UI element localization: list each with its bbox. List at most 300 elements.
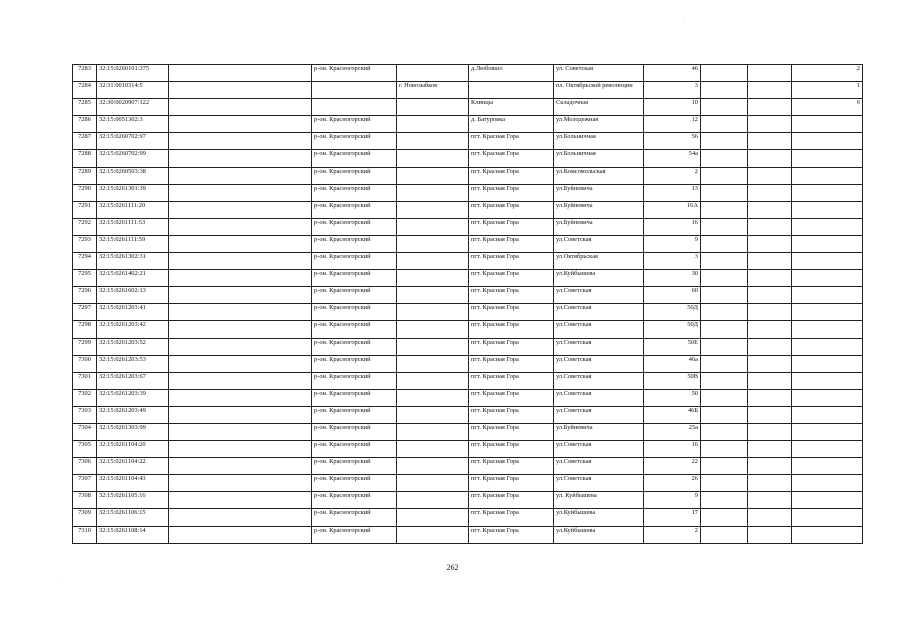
cell-locality: пгт. Красная Гора [469,372,554,389]
cell-city [397,338,469,355]
cell-col9 [701,509,748,526]
cell-locality: пгт. Красная Гора [469,133,554,150]
cell-col11 [792,235,863,252]
cell-street: ул.Буйневича [554,218,644,235]
registry-table [72,64,863,544]
cell-locality: пгт. Красная Гора [469,475,554,492]
cell-row-number: 7294 [73,253,97,270]
cell-col10 [748,441,792,458]
cell-col11 [792,423,863,440]
cell-district: р-он. Красногорский [312,201,397,218]
cell-city [397,184,469,201]
cell-row-number: 7304 [73,423,97,440]
cell-street: ул.Советская [554,441,644,458]
cell-city [397,133,469,150]
cell-city [397,441,469,458]
cell-col9 [701,526,748,543]
cell-district: р-он. Красногорский [312,492,397,509]
cell-col9 [701,201,748,218]
table-row [73,218,863,235]
cell-row-number: 7295 [73,270,97,287]
cell-col3 [169,133,312,150]
cell-district: р-он. Красногорский [312,526,397,543]
cell-house: 54а [644,150,701,167]
cell-col3 [169,270,312,287]
table-row [73,321,863,338]
cell-house: 26 [644,475,701,492]
cell-col11 [792,492,863,509]
cell-street: ул.Куйбышева [554,270,644,287]
cell-col3 [169,492,312,509]
cell-row-number: 7306 [73,458,97,475]
cell-row-number: 7284 [73,82,97,99]
cell-district: р-он. Красногорский [312,321,397,338]
cell-col9 [701,99,748,116]
cell-cadastral-number: 32:15:0261106:15 [97,509,169,526]
cell-col11 [792,287,863,304]
cell-col9 [701,458,748,475]
cell-cadastral-number: 32:15:0261111:59 [97,235,169,252]
table-row [73,82,863,99]
cell-house: 16А [644,201,701,218]
table-row [73,287,863,304]
cell-col9 [701,253,748,270]
cell-col9 [701,406,748,423]
cell-col9 [701,304,748,321]
cell-cadastral-number: 32:15:0261111:20 [97,201,169,218]
cell-cadastral-number: 32:15:0261203:52 [97,338,169,355]
table-body [73,65,863,544]
cell-col3 [169,338,312,355]
cell-city [397,389,469,406]
cell-col3 [169,389,312,406]
cell-col11 [792,253,863,270]
cell-col11 [792,372,863,389]
cell-city [397,526,469,543]
cell-row-number: 7297 [73,304,97,321]
cell-col11 [792,304,863,321]
table-row [73,509,863,526]
cell-row-number: 7288 [73,150,97,167]
cell-col3 [169,321,312,338]
cell-locality: пгт. Красная Гора [469,235,554,252]
cell-col9 [701,389,748,406]
cell-col3 [169,116,312,133]
cell-locality [469,82,554,99]
cell-row-number: 7285 [73,99,97,116]
cell-col9 [701,133,748,150]
cell-row-number: 7289 [73,167,97,184]
cell-col9 [701,287,748,304]
cell-row-number: 7287 [73,133,97,150]
cell-col9 [701,65,748,82]
cell-cadastral-number: 32:15:0051302:3 [97,116,169,133]
cell-row-number: 7286 [73,116,97,133]
cell-col9 [701,184,748,201]
cell-col11 [792,116,863,133]
cell-city [397,423,469,440]
cell-col10 [748,201,792,218]
cell-district: р-он. Красногорский [312,304,397,321]
cell-col10 [748,509,792,526]
cell-district: р-он. Красногорский [312,218,397,235]
cell-city [397,304,469,321]
cell-col3 [169,423,312,440]
cell-locality: пгт. Красная Гора [469,253,554,270]
cell-street: пл. Октябрьской революции [554,82,644,99]
cell-house: 16 [644,441,701,458]
cell-city [397,372,469,389]
cell-street: ул.Советская [554,389,644,406]
cell-city [397,270,469,287]
cell-district: р-он. Красногорский [312,509,397,526]
cell-row-number: 7296 [73,287,97,304]
cell-col3 [169,99,312,116]
cell-city [397,116,469,133]
cell-street: ул.Советская [554,338,644,355]
table-row [73,116,863,133]
cell-locality: д.Любовшо [469,65,554,82]
cell-district: р-он. Красногорский [312,270,397,287]
table-row [73,270,863,287]
cell-city [397,458,469,475]
cell-house: 17 [644,509,701,526]
cell-col10 [748,355,792,372]
cell-col10 [748,492,792,509]
cell-row-number: 7300 [73,355,97,372]
cell-cadastral-number: 32:30:0020907:122 [97,99,169,116]
cell-col10 [748,389,792,406]
cell-col10 [748,184,792,201]
page-number: 262 [446,563,459,572]
cell-cadastral-number: 32:15:0261104:43 [97,475,169,492]
cell-street: ул.Советская [554,287,644,304]
cell-district: р-он. Красногорский [312,184,397,201]
cell-col3 [169,253,312,270]
cell-cadastral-number: 32:15:0261203:53 [97,355,169,372]
cell-cadastral-number: 32:31:0010314:5 [97,82,169,99]
cell-house: 46 [644,65,701,82]
cell-city [397,355,469,372]
cell-col10 [748,287,792,304]
cell-col3 [169,235,312,252]
cell-locality: пгт. Красная Гора [469,355,554,372]
cell-cadastral-number: 32:15:0260702:99 [97,150,169,167]
cell-row-number: 7298 [73,321,97,338]
cell-street: ул.Советская [554,235,644,252]
cell-cadastral-number: 32:15:0261203:67 [97,372,169,389]
cell-district: р-он. Красногорский [312,235,397,252]
cell-locality: пгт. Красная Гора [469,150,554,167]
cell-col10 [748,475,792,492]
cell-col10 [748,167,792,184]
cell-col3 [169,167,312,184]
cell-cadastral-number: 32:15:0260702:97 [97,133,169,150]
cell-house: 9 [644,235,701,252]
cell-street: ул.Комсомольская [554,167,644,184]
cell-col11 [792,167,863,184]
table-row [73,133,863,150]
cell-col10 [748,526,792,543]
scan-dot: · [60,575,62,581]
cell-house: 46а [644,355,701,372]
cell-district: р-он. Красногорский [312,116,397,133]
cell-street: ул.Молодежная [554,116,644,133]
cell-col11 [792,321,863,338]
cell-district: р-он. Красногорский [312,338,397,355]
cell-house: 3 [644,82,701,99]
cell-locality: пгт. Красная Гора [469,201,554,218]
cell-col3 [169,304,312,321]
cell-street: ул.Буйневича [554,184,644,201]
cell-house: 12 [644,116,701,133]
cell-district [312,99,397,116]
table-row [73,150,863,167]
cell-col3 [169,82,312,99]
cell-district: р-он. Красногорский [312,287,397,304]
cell-house: 9 [644,492,701,509]
cell-house: 30 [644,270,701,287]
cell-house: 10 [644,99,701,116]
table-row [73,338,863,355]
cell-locality: пгт. Красная Гора [469,304,554,321]
cell-locality: пгт. Красная Гора [469,270,554,287]
cell-house: 13 [644,184,701,201]
cell-cadastral-number: 32:15:0261203:49 [97,406,169,423]
cell-house: 50 [644,389,701,406]
table-row [73,65,863,82]
table-row [73,492,863,509]
cell-col9 [701,82,748,99]
cell-col3 [169,372,312,389]
cell-col9 [701,372,748,389]
cell-cadastral-number: 32:15:0261301:39 [97,184,169,201]
cell-street: ул.Советская [554,372,644,389]
table-row [73,458,863,475]
table-row [73,406,863,423]
cell-col10 [748,321,792,338]
table-row [73,475,863,492]
cell-cadastral-number: 32:15:0261602:13 [97,287,169,304]
cell-col11 [792,133,863,150]
cell-district: р-он. Красногорский [312,355,397,372]
cell-city [397,65,469,82]
cell-col3 [169,184,312,201]
table-row [73,235,863,252]
cell-col11 [792,458,863,475]
cell-col11 [792,355,863,372]
cell-street: ул.Октябрьская [554,253,644,270]
cell-street: ул.Советская [554,406,644,423]
cell-row-number: 7293 [73,235,97,252]
cell-house: 2 [644,526,701,543]
cell-cadastral-number: 32:15:0260503:38 [97,167,169,184]
cell-row-number: 7305 [73,441,97,458]
cell-locality: пгт. Красная Гора [469,458,554,475]
cell-street: Складочная [554,99,644,116]
cell-col10 [748,218,792,235]
cell-district: р-он. Красногорский [312,372,397,389]
cell-house: 16 [644,218,701,235]
cell-district: р-он. Красногорский [312,389,397,406]
table-row [73,99,863,116]
cell-house: 56 [644,133,701,150]
cell-row-number: 7290 [73,184,97,201]
cell-col10 [748,116,792,133]
cell-house: 2 [644,167,701,184]
cell-row-number: 7310 [73,526,97,543]
cell-row-number: 7291 [73,201,97,218]
cell-district [312,82,397,99]
cell-col9 [701,218,748,235]
cell-row-number: 7292 [73,218,97,235]
cell-col11 [792,406,863,423]
cell-cadastral-number: 32:15:0260101:375 [97,65,169,82]
cell-locality: пгт. Красная Гора [469,321,554,338]
cell-locality: д. Батуровка [469,116,554,133]
cell-district: р-он. Красногорский [312,458,397,475]
table-row [73,355,863,372]
scan-mark: · [683,16,685,22]
cell-col9 [701,270,748,287]
cell-col10 [748,458,792,475]
cell-cadastral-number: 32:15:0261402:21 [97,270,169,287]
cell-city [397,287,469,304]
cell-cadastral-number: 32:15:0261203:41 [97,304,169,321]
cell-cadastral-number: 32:15:0261203:42 [97,321,169,338]
cell-locality: пгт. Красная Гора [469,287,554,304]
cell-col10 [748,65,792,82]
cell-col9 [701,423,748,440]
cell-row-number: 7303 [73,406,97,423]
cell-row-number: 7307 [73,475,97,492]
cell-district: р-он. Красногорский [312,406,397,423]
cell-city [397,235,469,252]
cell-locality: пгт. Красная Гора [469,492,554,509]
cell-house: 50Д [644,321,701,338]
cell-house: 50Д [644,304,701,321]
cell-house: 3 [644,253,701,270]
cell-city [397,321,469,338]
table-row [73,253,863,270]
cell-locality: пгт. Красная Гора [469,389,554,406]
cell-street: ул. Куйбышева [554,492,644,509]
cell-house: 25а [644,423,701,440]
cell-col9 [701,321,748,338]
cell-locality: пгт. Красная Гора [469,441,554,458]
cell-col10 [748,338,792,355]
cell-col10 [748,82,792,99]
cell-district: р-он. Красногорский [312,423,397,440]
cell-row-number: 7302 [73,389,97,406]
table-row [73,389,863,406]
cell-col3 [169,201,312,218]
cell-street: ул.Куйбышева [554,526,644,543]
cell-city [397,253,469,270]
cell-house: 46Б [644,406,701,423]
cell-street: ул.Куйбышева [554,509,644,526]
cell-col3 [169,475,312,492]
cell-col10 [748,133,792,150]
table-row [73,423,863,440]
cell-col10 [748,372,792,389]
cell-locality: пгт. Красная Гора [469,509,554,526]
cell-cadastral-number: 32:15:0261302:31 [97,253,169,270]
cell-house: 22 [644,458,701,475]
cell-col3 [169,355,312,372]
cell-col11 [792,389,863,406]
cell-city [397,509,469,526]
cell-col11 [792,526,863,543]
cell-col11 [792,475,863,492]
cell-street: ул.Советская [554,304,644,321]
table-row [73,304,863,321]
cell-cadastral-number: 32:15:0261104:22 [97,458,169,475]
table-row [73,167,863,184]
cell-district: р-он. Красногорский [312,441,397,458]
cell-col3 [169,65,312,82]
cell-col3 [169,287,312,304]
cell-col9 [701,338,748,355]
cell-street: ул.Буйневича [554,201,644,218]
cell-locality: пгт. Красная Гора [469,218,554,235]
cell-col10 [748,304,792,321]
cell-city [397,150,469,167]
cell-city [397,167,469,184]
cell-house: 60 [644,287,701,304]
cell-col10 [748,99,792,116]
cell-cadastral-number: 32:15:0261104:20 [97,441,169,458]
cell-col9 [701,475,748,492]
cell-street: ул.Буйневича [554,423,644,440]
cell-locality: пгт. Красная Гора [469,184,554,201]
cell-col3 [169,526,312,543]
cell-district: р-он. Красногорский [312,253,397,270]
table-row [73,441,863,458]
cell-row-number: 7283 [73,65,97,82]
cell-locality: Клинцы [469,99,554,116]
cell-city [397,475,469,492]
cell-col10 [748,270,792,287]
cell-cadastral-number: 32:15:0261108:14 [97,526,169,543]
cell-row-number: 7301 [73,372,97,389]
cell-col10 [748,406,792,423]
cell-col11: 1 [792,82,863,99]
cell-col3 [169,441,312,458]
cell-col11 [792,270,863,287]
cell-row-number: 7308 [73,492,97,509]
cell-district: р-он. Красногорский [312,475,397,492]
cell-col10 [748,150,792,167]
cell-street: ул.Советская [554,458,644,475]
cell-col9 [701,116,748,133]
cell-col11 [792,184,863,201]
cell-col10 [748,253,792,270]
cell-locality: пгт. Красная Гора [469,423,554,440]
cell-city [397,99,469,116]
cell-locality: пгт. Красная Гора [469,167,554,184]
cell-col10 [748,423,792,440]
cell-col11 [792,201,863,218]
cell-cadastral-number: 32:15:0261303:99 [97,423,169,440]
cell-col9 [701,355,748,372]
cell-col3 [169,458,312,475]
cell-cadastral-number: 32:15:0261105:16 [97,492,169,509]
cell-col3 [169,406,312,423]
table-row [73,184,863,201]
cell-col9 [701,441,748,458]
cell-col11: 6 [792,99,863,116]
